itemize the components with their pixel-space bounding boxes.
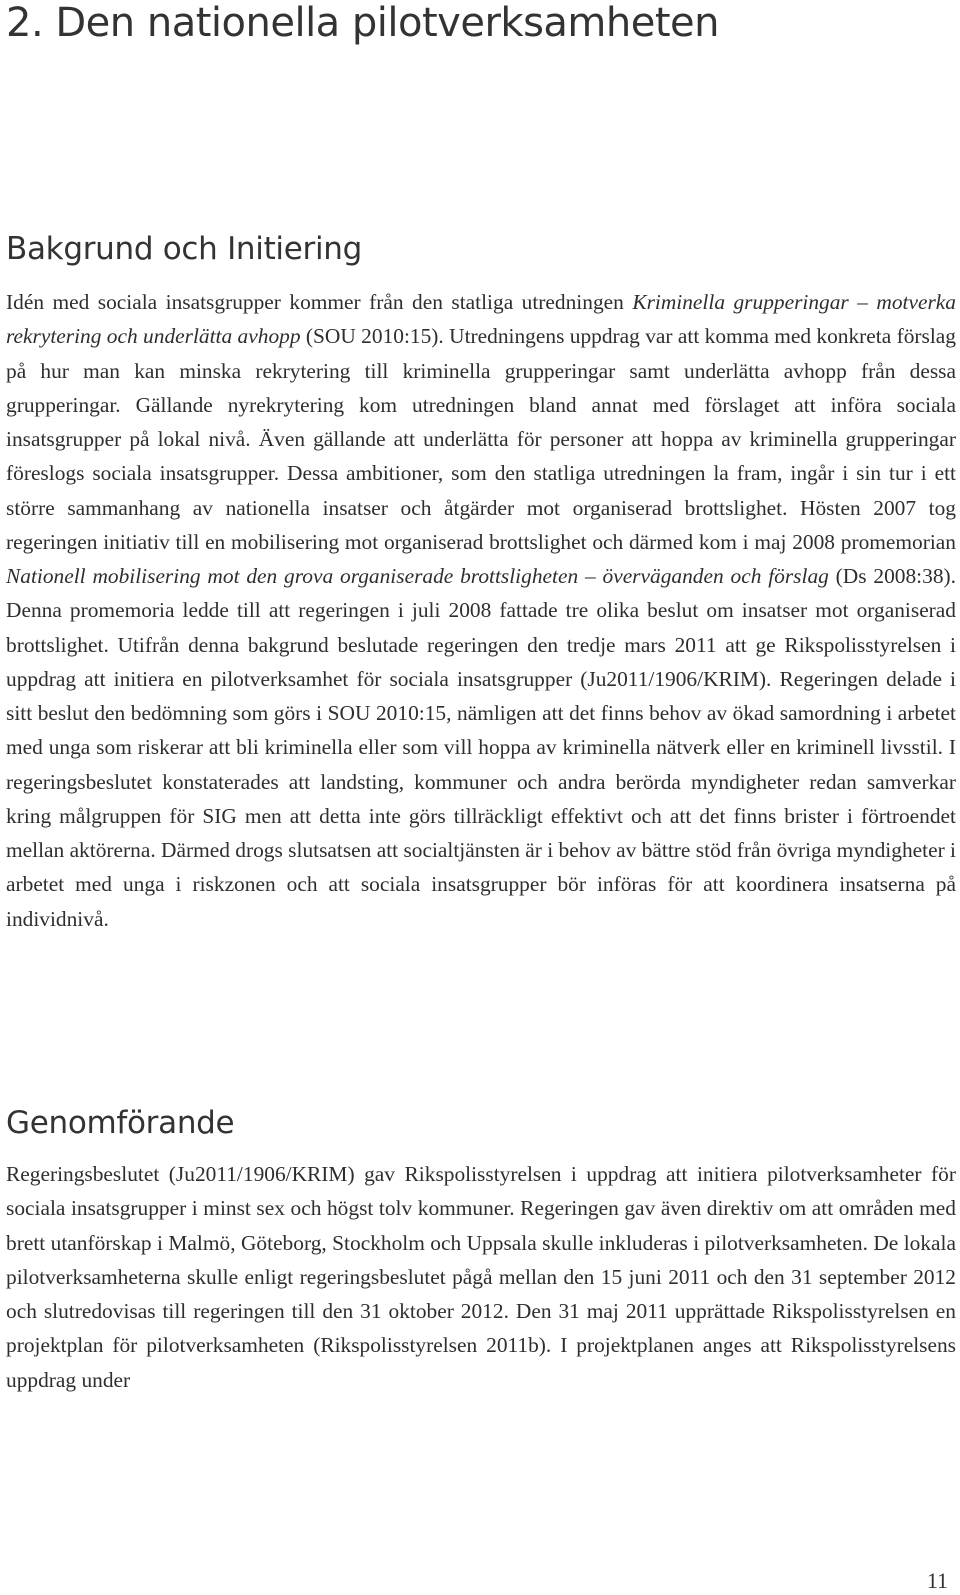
section-heading-genomforande: Genomförande bbox=[6, 1105, 235, 1141]
section-paragraph-bakgrund: Idén med sociala insatsgrupper kommer från den statliga utredningen Kriminella grupperingar – motverka rekrytering och underlätta avhopp (SOU 2010:15). Utredningens uppdrag var att komma med konkreta förslag på hur man kan minska rekrytering till kriminella grupperingar samt underlätta avhopp från dessa grupperingar. Gällande nyrekrytering kom utredningen bland annat med förslaget att införa sociala insatsgrupper på lokal nivå. Även gällande att underlätta för personer att hoppa av kriminella grupperingar föreslogs sociala insatsgrupper. Dessa ambitioner, som den statliga utredningen la fram, ingår i sin tur i ett större sammanhang av nationella insatser och åtgärder mot organiserad brottslighet. Hösten 2007 tog regeringen initiativ till en mobilisering mot organiserad brottslighet och därmed kom i maj 2008 promemorian Nationell mobilisering mot den grova organiserade brottsligheten – överväganden och förslag (Ds 2008:38). Denna promemoria ledde till att regeringen i juli 2008 fattade tre olika beslut om insatser mot organiserad brottslighet. Utifrån denna bakgrund beslutade regeringen den tredje mars 2011 att ge Rikspolisstyrelsen i uppdrag att initiera en pilotverksamhet för sociala insatsgrupper (Ju2011/1906/KRIM). Regeringen delade i sitt beslut den bedömning som görs i SOU 2010:15, nämligen att det finns behov av ökad samordning i arbetet med unga som riskerar att bli kriminella eller som vill hoppa av kriminella nätverk eller en kriminell livsstil. I regeringsbeslutet konstaterades att landsting, kommuner och andra berörda myndigheter redan samverkar kring målgruppen för SIG men att detta inte görs tillräckligt effektivt och att det finns brister i förtroendet mellan aktörerna. Därmed drogs slutsatsen att socialtjänsten är i behov av bättre stöd från övriga myndigheter i arbetet med unga i riskzonen och att sociala insatsgrupper bör införas för att koordinera insatserna på individnivå. bbox=[6, 290, 956, 931]
page-number: 11 bbox=[926, 1568, 948, 1593]
section-paragraph-genomforande: Regeringsbeslutet (Ju2011/1906/KRIM) gav Rikspolisstyrelsen i uppdrag att initiera pilotverksamheter för sociala insatsgrupper i minst sex och högst tolv kommuner. Regeringen gav även direktiv om att områden med brett utanförskap i Malmö, Göteborg, Stockholm och Uppsala skulle inkluderas i pilotverksamheten. De lokala pilotverksamheterna skulle enligt regeringsbeslutet pågå mellan den 15 juni 2011 och den 31 september 2012 och slutredovisas till regeringen till den 31 oktober 2012. Den 31 maj 2011 upprättade Rikspolisstyrelsen en projektplan för pilotverksamheten (Rikspolisstyrelsen 2011b). I projektplanen anges att Rikspolisstyrelsens uppdrag under bbox=[6, 1162, 956, 1392]
chapter-title: 2. Den nationella pilotverksamheten bbox=[6, 0, 719, 46]
section-heading-bakgrund: Bakgrund och Initiering bbox=[6, 231, 363, 267]
italic-title: Kriminella grupperingar – motverka rekrytering och underlätta avhopp bbox=[6, 290, 956, 349]
italic-title: Nationell mobilisering mot den grova organiserade brottsligheten – överväganden och förslag bbox=[6, 564, 829, 588]
